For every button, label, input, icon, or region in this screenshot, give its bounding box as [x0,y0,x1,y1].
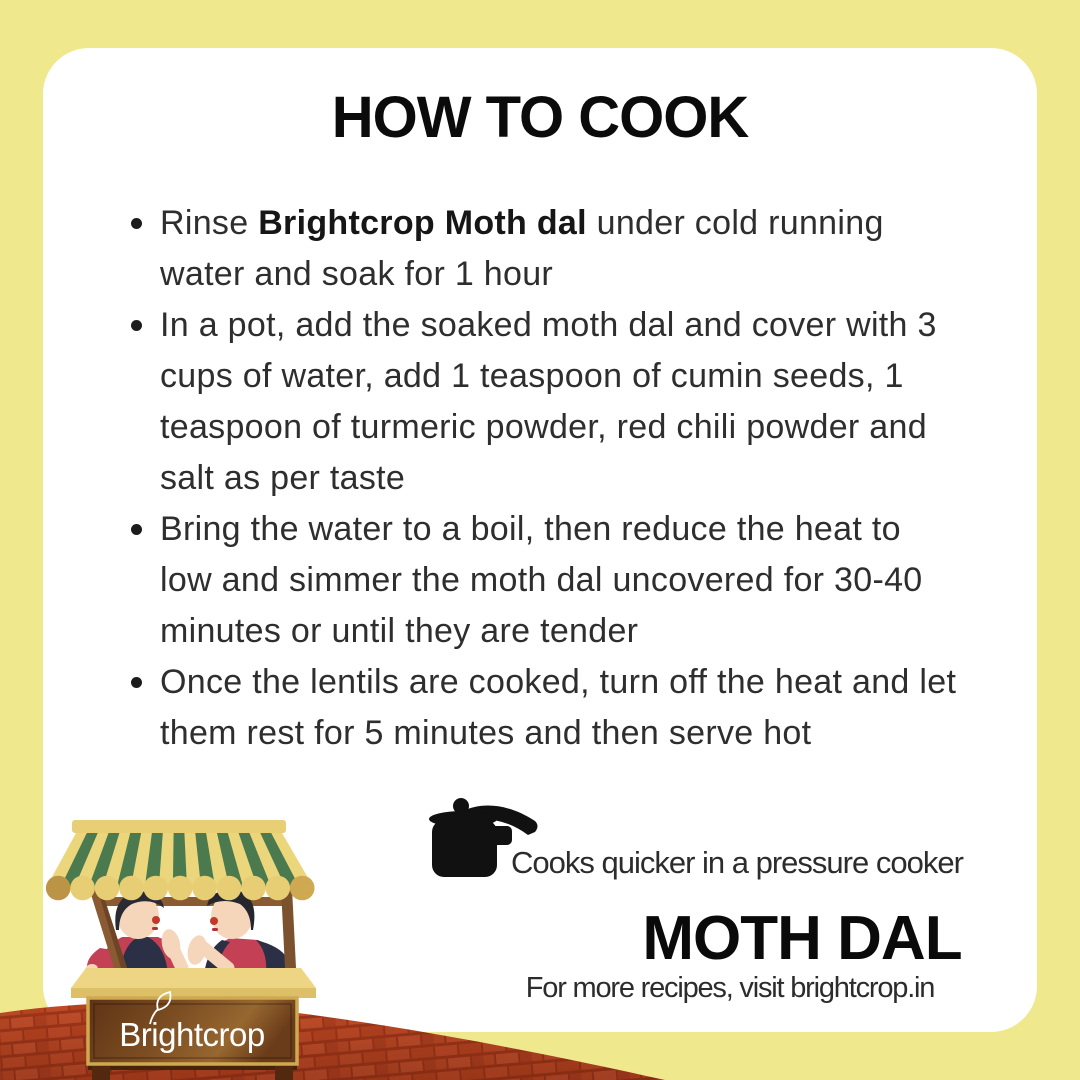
awning-scallops [46,876,315,901]
instruction-line [160,453,1007,504]
instruction-text: low and simmer the moth dal uncovered for 30-40 [160,561,923,599]
instruction-text: under cold running [586,204,884,242]
cooker-note-text: Cooks quicker in a pressure cooker [511,845,963,880]
bullet-dot [131,320,142,331]
list-item [127,657,1007,759]
instruction-text: In a pot, add the soaked moth dal and cover with 3 [160,306,937,344]
instruction-text-bold: Brightcrop Moth dal [258,204,587,242]
instruction-line [160,402,1007,453]
instruction-line [160,708,1007,759]
bullet-dot [131,524,142,535]
stall-awning [46,820,315,900]
instruction-text: salt as per taste [160,459,406,497]
instruction-text: minutes or until they are tender [160,612,639,650]
instruction-text: Rinse [160,204,259,242]
instruction-line [160,504,1007,555]
instruction-text: cups of water, add 1 teaspoon of cumin seeds, 1 [160,357,904,395]
instruction-text: Bring the water to a boil, then reduce the heat to [160,510,901,548]
product-name: MOTH DAL [642,904,962,973]
page-title: HOW TO COOK [331,85,749,150]
instruction-text: teaspoon of turmeric powder, red chili powder and [160,408,927,446]
instruction-line [160,606,1007,657]
footer-text: For more recipes, visit brightcrop.in [525,972,935,1004]
list-item [127,504,1007,657]
bullet-dot [131,677,142,688]
instruction-line [160,198,1007,249]
instructions-list [127,198,1007,759]
list-item [127,300,1007,504]
stall-counter [71,968,316,1080]
instruction-text: Once the lentils are cooked, turn off the heat and let [160,663,957,701]
instruction-text: them rest for 5 minutes and then serve hot [160,714,812,752]
instruction-line [160,300,1007,351]
instruction-line [160,351,1007,402]
list-item [127,198,1007,300]
instruction-line [160,657,1007,708]
market-stall-illustration [40,790,330,1080]
instruction-text: water and soak for 1 hour [160,255,554,293]
brightcrop-logo-text: Brightcrop [119,1016,265,1053]
instruction-line [160,555,1007,606]
bullet-dot [131,218,142,229]
instruction-line [160,249,1007,300]
